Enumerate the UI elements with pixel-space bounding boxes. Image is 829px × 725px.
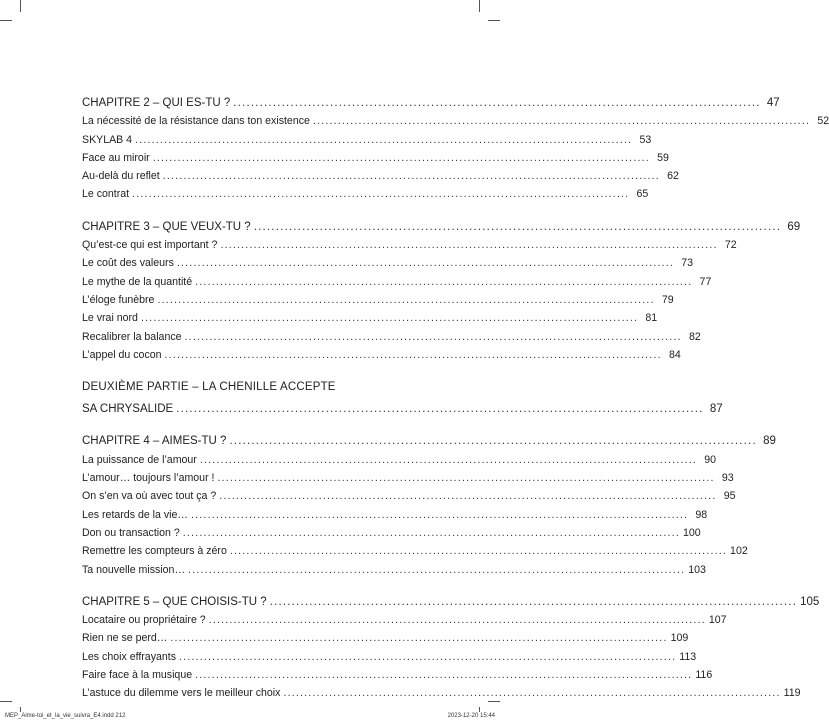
toc-entry[interactable] — [82, 115, 829, 128]
page-number: 73 — [681, 257, 694, 270]
page-number: 77 — [699, 275, 712, 288]
dot-leader: ........................................................................................................................ — [164, 348, 662, 361]
entry-title: La puissance de l’amour — [82, 453, 197, 466]
dot-leader: ........................................................................................................................ — [157, 293, 655, 306]
dot-leader: ........................................................................................................................ — [162, 170, 660, 183]
toc-entry[interactable] — [82, 453, 717, 467]
table-of-contents — [82, 97, 829, 706]
dot-leader: ........................................................................................................................ — [140, 312, 639, 325]
toc-entry[interactable] — [82, 133, 652, 147]
dot-leader: ........................................................................................................................ — [195, 275, 693, 288]
entry-title: Rien ne se perd… — [82, 632, 168, 645]
crop-mark-bottom-left-h — [0, 701, 12, 702]
section-gap — [82, 367, 402, 381]
dot-leader: ........................................................................................................................ — [312, 115, 811, 128]
dot-leader: ........................................................................................................................ — [170, 632, 668, 645]
dot-leader: ........................................................................................................................ — [233, 97, 761, 109]
print-slug — [5, 713, 495, 722]
toc-entry[interactable] — [82, 526, 701, 540]
page-number: 52 — [817, 115, 829, 128]
toc-entry[interactable] — [82, 170, 679, 183]
toc-entry[interactable] — [82, 545, 748, 558]
entry-title: La nécessité de la résistance dans ton existence — [82, 115, 310, 128]
page-number: 59 — [657, 151, 669, 164]
entry-title: Faire face à la musique — [82, 669, 193, 682]
toc-entry[interactable] — [82, 669, 713, 682]
page-number: 116 — [695, 669, 713, 682]
entry-title: Don ou transaction ? — [82, 526, 180, 539]
toc-chapter-3[interactable] — [82, 220, 801, 234]
page-number: 105 — [800, 595, 820, 608]
entry-title: Le vrai nord — [82, 312, 138, 325]
dot-leader: ........................................................................................................................ — [229, 435, 757, 448]
entry-title: L’éloge funèbre — [82, 293, 155, 306]
crop-mark-top-right-v — [479, 0, 480, 12]
page-number: 89 — [763, 435, 776, 448]
entry-title: L’astuce du dilemme vers le meilleur choix — [82, 687, 281, 700]
dot-leader: ........................................................................................................................ — [283, 687, 781, 700]
toc-chapter-5[interactable] — [82, 595, 820, 609]
dot-leader: ........................................................................................................................ — [152, 151, 650, 164]
dot-leader: ........................................................................................................................ — [191, 508, 689, 521]
toc-entry[interactable] — [82, 563, 706, 577]
crop-mark-top-left-h — [0, 20, 12, 21]
toc-entry[interactable] — [82, 293, 674, 307]
toc-entry[interactable] — [82, 508, 708, 522]
entry-title: On s’en va où avec tout ça ? — [82, 490, 217, 503]
toc-entry[interactable] — [82, 188, 649, 201]
print-timestamp: 2023-12-20 15:44 — [447, 713, 495, 719]
entry-title: Locataire ou propriétaire ? — [82, 614, 206, 627]
entry-title: L’appel du cocon — [82, 348, 162, 361]
page-number: 113 — [679, 650, 697, 663]
toc-entry[interactable] — [82, 687, 801, 700]
page-number: 102 — [730, 545, 748, 558]
page-number: 119 — [783, 687, 801, 700]
entry-title: Qu’est-ce qui est important ? — [82, 239, 218, 252]
crop-mark-top-left-v — [20, 0, 21, 12]
crop-mark-bottom-right-v — [479, 707, 480, 712]
dot-leader: ........................................................................................................................ — [199, 453, 698, 466]
dot-leader: ........................................................................................................................ — [195, 669, 693, 682]
entry-title: Au-delà du reflet — [82, 170, 160, 183]
chapter-title: CHAPITRE 5 – QUE CHOISIS-TU ? — [82, 595, 267, 608]
indd-filename: MEP_Aime-toi_et_la_vie_suivra_E4.indd 212 — [5, 713, 126, 719]
toc-entry[interactable] — [82, 348, 681, 362]
toc-entry[interactable] — [82, 330, 701, 344]
toc-entry[interactable] — [82, 490, 736, 503]
page-number: 95 — [723, 490, 736, 503]
entry-title: Face au miroir — [82, 151, 150, 164]
crop-mark-bottom-right-h — [488, 701, 500, 702]
page-number: 79 — [661, 293, 674, 306]
entry-title: Le contrat — [82, 188, 130, 201]
dot-leader: ........................................................................................................................ — [182, 526, 680, 539]
page-number: 103 — [688, 563, 706, 576]
dot-leader: ........................................................................................................................ — [176, 403, 704, 416]
entry-title: SKYLAB 4 — [82, 133, 133, 146]
chapter-title: CHAPITRE 4 – AIMES-TU ? — [82, 435, 227, 448]
page-number: 87 — [709, 403, 723, 416]
page-number: 82 — [688, 330, 701, 343]
dot-leader: ........................................................................................................................ — [179, 650, 677, 663]
entry-title: Remettre les compteurs à zéro — [82, 545, 227, 558]
dot-leader: ........................................................................................................................ — [184, 330, 682, 343]
page-number: 109 — [670, 632, 689, 645]
toc-entry[interactable] — [82, 151, 669, 165]
page-number: 107 — [708, 614, 727, 627]
crop-mark-bottom-left-v — [20, 707, 21, 712]
chapter-title: CHAPITRE 3 – QUE VEUX-TU ? — [82, 220, 251, 233]
entry-title: Ta nouvelle mission… — [82, 563, 186, 576]
page-number: 100 — [682, 526, 701, 539]
part-heading-line1: DEUXIÈME PARTIE – LA CHENILLE ACCEPTE — [82, 381, 336, 394]
page-number: 72 — [724, 239, 737, 252]
dot-leader: ........................................................................................................................ — [229, 545, 728, 558]
page-number: 53 — [639, 133, 652, 146]
dot-leader: ........................................................................................................................ — [135, 133, 633, 146]
dot-leader: ........................................................................................................................ — [188, 563, 686, 576]
section-gap — [82, 421, 402, 435]
toc-part-2[interactable] — [82, 403, 723, 416]
toc-chapter-4[interactable] — [82, 435, 776, 448]
page-number: 90 — [704, 453, 717, 466]
dot-leader: ........................................................................................................................ — [132, 188, 630, 201]
dot-leader: ........................................................................................................................ — [220, 239, 718, 252]
crop-mark-top-right-h — [488, 20, 500, 21]
section-gap — [82, 207, 402, 221]
toc-entry[interactable] — [82, 614, 727, 627]
page-number: 81 — [645, 312, 658, 325]
page-number: 69 — [787, 220, 801, 233]
toc-chapter-2[interactable] — [82, 97, 780, 110]
entry-title: Recalibrer la balance — [82, 330, 182, 343]
page-number: 93 — [721, 472, 734, 485]
dot-leader: ........................................................................................................................ — [219, 490, 717, 503]
chapter-title: CHAPITRE 2 – QUI ES-TU ? — [82, 97, 231, 109]
entry-title: Les choix effrayants — [82, 650, 177, 663]
dot-leader: ........................................................................................................................ — [253, 220, 782, 233]
entry-title: Le coût des valeurs — [82, 257, 174, 270]
dot-leader: ........................................................................................................................ — [208, 614, 706, 627]
page-number: 62 — [667, 170, 679, 183]
page-number: 98 — [695, 508, 708, 521]
toc-entry[interactable] — [82, 650, 697, 664]
toc-entry[interactable] — [82, 632, 689, 645]
toc-entry[interactable] — [82, 472, 734, 485]
page-number: 65 — [636, 188, 649, 201]
toc-entry[interactable] — [82, 275, 712, 289]
page-number: 84 — [668, 348, 681, 361]
page-number: 47 — [766, 97, 780, 109]
toc-entry[interactable] — [82, 239, 737, 252]
toc-entry[interactable] — [82, 312, 658, 325]
part-heading-line2: SA CHRYSALIDE — [82, 403, 174, 416]
section-gap — [82, 582, 402, 596]
entry-title: Les retards de la vie… — [82, 508, 188, 521]
dot-leader: ........................................................................................................................ — [217, 472, 715, 485]
toc-entry[interactable] — [82, 257, 694, 270]
dot-leader: ........................................................................................................................ — [176, 257, 675, 270]
dot-leader: ........................................................................................................................ — [269, 595, 798, 608]
entry-title: L’amour… toujours l’amour ! — [82, 472, 215, 485]
entry-title: Le mythe de la quantité — [82, 275, 193, 288]
